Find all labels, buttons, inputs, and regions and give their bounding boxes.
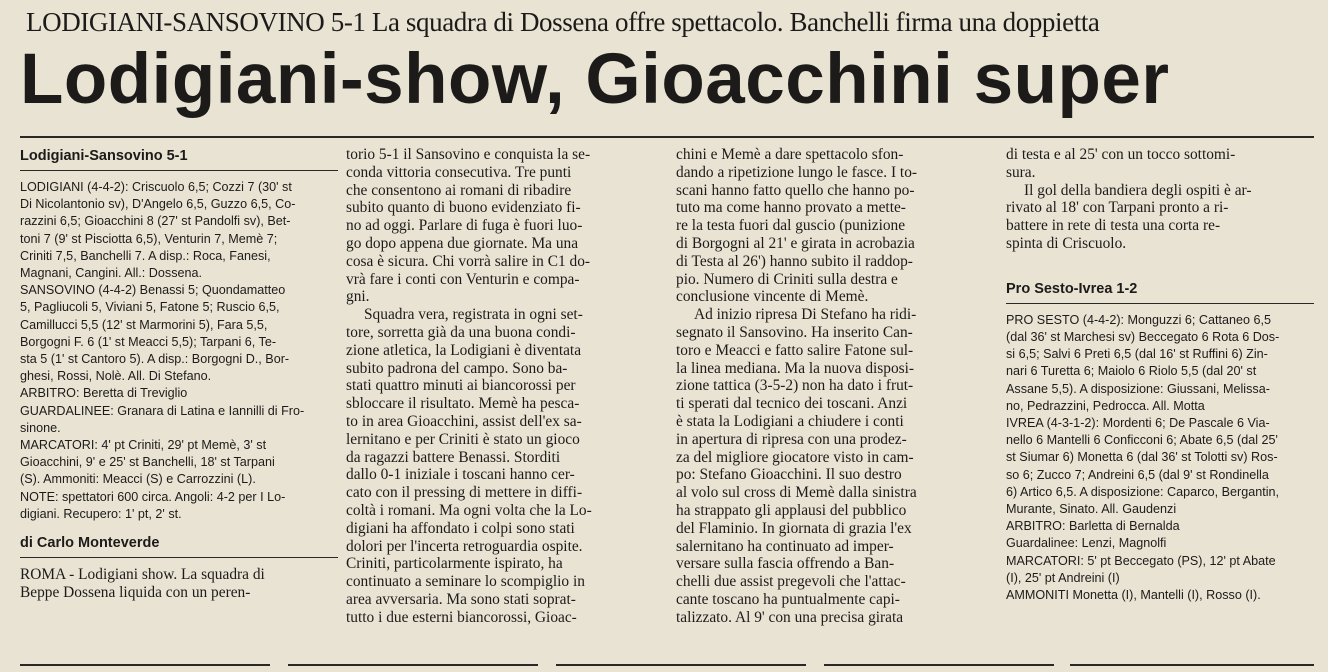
body-line: conclusione vincente di Memè.: [676, 288, 869, 306]
second-box-line: no, Pedrazzini, Pedrocca. All. Motta: [1006, 398, 1205, 413]
second-box-line: so 6; Zucco 7; Andreini 6,5 (dal 9' st Rondinella: [1006, 467, 1269, 482]
body-line: zione tattica (3-5-2) non ha dato i frut-: [676, 377, 914, 395]
body-line: ti sperati dal tecnico dei toscani. Anzi: [676, 395, 908, 413]
body-line: Criniti, particolarmente ispirato, ha: [346, 555, 563, 573]
column-4: [1006, 146, 1314, 636]
bottom-rule-1: [20, 664, 270, 666]
second-box-title: Pro Sesto-Ivrea 1-2: [1006, 279, 1314, 304]
match-box-title: Lodigiani-Sansovino 5-1: [20, 146, 338, 171]
match-box-line: Criniti 7,5, Banchelli 7. A disp.: Roca, Fanesi,: [20, 248, 271, 263]
body-line: torio 5-1 il Sansovino e conquista la se-: [346, 146, 591, 163]
body-line: segnato il Sansovino. Ha inserito Can-: [676, 323, 913, 341]
match-box-line: digiani. Recupero: 1' pt, 2' st.: [20, 506, 182, 521]
second-box-line: ARBITRO: Barletta di Bernalda: [1006, 519, 1180, 534]
body-line: versare sulla fascia offrendo a Ban-: [676, 555, 895, 573]
body-line: tuto ma come hanno provato a mette-: [676, 199, 906, 217]
body-line: cato con il pressing di mettere in diffi-: [346, 484, 583, 502]
body-line: no ad oggi. Parlare di fuga è fuori luo-: [346, 217, 583, 235]
second-box-line: IVREA (4-3-1-2): Mordenti 6; De Pascale 6 Via-: [1006, 416, 1270, 430]
body-line: za del migliore giocatore visto in cam-: [676, 448, 914, 466]
second-box: [1006, 312, 1314, 604]
body-line: cante toscano ha puntualmente capi-: [676, 590, 900, 608]
second-box-line: nello 6 Mantelli 6 Conficconi 6; Abate 6,5 (dal 25': [1006, 433, 1278, 448]
second-box-line: 6) Artico 6,5. A disposizione: Caparco, Bergantin,: [1006, 484, 1280, 499]
body-line: sbloccare il risultato. Memè ha pesca-: [346, 395, 580, 413]
match-box-line: ARBITRO: Beretta di Treviglio: [20, 386, 188, 401]
match-box-line: 5, Pagliucoli 5, Viviani 5, Fatone 5; Ruscio 6,5,: [20, 300, 280, 315]
column-2-body: [346, 146, 666, 636]
body-line: dallo 0-1 iniziale i toscani hanno cer-: [346, 466, 575, 484]
second-box-line: nari 6 Turetta 6; Maiolo 6 Riolo 5,5 (dal 20' st: [1006, 364, 1257, 379]
body-line: che consentono ai romani di ribadire: [346, 181, 572, 199]
match-box-line: ghesi, Rossi, Nolè. All. Di Stefano.: [20, 369, 212, 384]
bottom-rule-2: [288, 664, 538, 666]
body-line: talizzato. Al 9' con una precisa girata: [676, 608, 904, 626]
body-line: pio. Numero di Criniti sulla destra e: [676, 270, 898, 288]
match-box-line: MARCATORI: 4' pt Criniti, 29' pt Memè, 3' st: [20, 438, 267, 453]
body-line: al volo sul cross di Memè dalla sinistra: [676, 484, 917, 502]
headline: Lodigiani-show, Gioacchini super: [20, 40, 1170, 119]
match-box-line: Gioacchini, 9' e 25' st Banchelli, 18' st Tarpani: [20, 455, 275, 470]
match-box-line: (S). Ammoniti: Meacci (S) e Carrozzini (L).: [20, 472, 256, 487]
match-box-line: razzini 6,5; Gioacchini 8 (27' st Pandolfi sv), Bet-: [20, 214, 291, 229]
match-box-line: Camillucci 5,5 (12' st Marmorini 5), Fara 5,5,: [20, 317, 268, 332]
body-line: tore, sorretta già da una buona condi-: [346, 323, 576, 341]
column-4-body: [1006, 146, 1314, 253]
body-line: toro e Meacci e fatto salire Fatone sul-: [676, 341, 914, 359]
body-line: da ragazzi battere Benassi. Storditi: [346, 448, 561, 466]
match-box-line: Magnani, Cangini. All.: Dossena.: [20, 266, 203, 281]
body-line: stati quattro minuti ai biancorossi per: [346, 377, 576, 395]
body-line: cosa è sicura. Chi vorrà salire in C1 do-: [346, 252, 591, 270]
body-line: conda vittoria consecutiva. Tre punti: [346, 163, 572, 181]
body-line: area avversaria. Ma sono stati soprat-: [346, 590, 576, 608]
second-box-line: MARCATORI: 5' pt Beccegato (PS), 12' pt Abate: [1006, 553, 1276, 568]
body-line: zione atletica, la Lodigiani è diventata: [346, 341, 582, 359]
match-box-line: Di Nicolantonio sv), D'Angelo 6,5, Guzzo 6,5, Co-: [20, 197, 296, 212]
body-line: subito quanto di buono evidenziato fi-: [346, 199, 581, 217]
body-line: continuato a seminare lo scompiglio in: [346, 573, 585, 591]
body-line: sura.: [1006, 163, 1036, 181]
body-line: Squadra vera, registrata in ogni set-: [364, 306, 583, 324]
column-1-body: [20, 566, 338, 602]
body-line: battere in rete di testa una corta re-: [1006, 217, 1221, 235]
byline: di Carlo Monteverde: [20, 533, 338, 558]
body-line: vrà fare i conti con Venturin e compa-: [346, 270, 580, 288]
body-line: in apertura di ripresa con una prodez-: [676, 430, 907, 448]
match-box-line: toni 7 (9' st Pisciotta 6,5), Venturin 7, Memè 7;: [20, 231, 278, 246]
body-line: ROMA - Lodigiani show. La squadra di: [20, 566, 265, 584]
body-line: chini e Memè a dare spettacolo sfon-: [676, 146, 904, 163]
match-box-line: Borgogni F. 6 (1' st Meacci 5,5); Tarpani 6, Te-: [20, 334, 277, 349]
column-3-body: [676, 146, 996, 636]
body-line: Il gol della bandiera degli ospiti è ar-: [1024, 181, 1252, 199]
body-line: re la testa fuori dal guscio (punizione: [676, 217, 906, 235]
body-line: scani hanno fatto quello che hanno po-: [676, 181, 915, 199]
body-line: gni.: [346, 288, 370, 306]
body-line: Beppe Dossena liquida con un peren-: [20, 583, 251, 601]
second-box-line: Assane 5,5). A disposizione: Giussani, Melissa-: [1006, 381, 1270, 396]
bottom-rule-5: [1070, 664, 1314, 666]
body-line: salernitano ha continuato ad imper-: [676, 537, 894, 555]
second-box-line: (dal 36' st Marchesi sv) Beccegato 6 Rota 6 Dos-: [1006, 329, 1280, 344]
body-line: rivato al 18' con Tarpani pronto a ri-: [1006, 199, 1229, 217]
body-line: subito padrona del campo. Sono ba-: [346, 359, 568, 377]
body-line: del Flaminio. In giornata di grazia l'ex: [676, 519, 912, 537]
match-box-line: sta 5 (1' st Cantoro 5). A disp.: Borgogni D., Bor-: [20, 352, 290, 367]
bottom-rule-4: [824, 664, 1054, 666]
match-box: [20, 179, 338, 523]
match-box-line: SANSOVINO (4-4-2) Benassi 5; Quondamatteo: [20, 283, 286, 298]
bottom-rule-3: [556, 664, 806, 666]
second-box-line: Guardalinee: Lenzi, Magnolfi: [1006, 536, 1167, 551]
body-line: di Testa al 26') hanno subito il raddop-: [676, 252, 913, 270]
body-line: to in area Gioacchini, assist dell'ex sa-: [346, 412, 582, 430]
body-line: lernitano e per Criniti è stato un gioco: [346, 430, 580, 448]
body-line: coltà i romani. Ma ogni volta che la Lo-: [346, 501, 592, 519]
kicker-line: LODIGIANI-SANSOVINO 5-1 La squadra di Dossena offre spettacolo. Banchelli firma una doppietta: [26, 7, 1100, 37]
body-line: spinta di Criscuolo.: [1006, 234, 1127, 252]
second-box-line: PRO SESTO (4-4-2): Monguzzi 6; Cattaneo 6,5: [1006, 312, 1272, 327]
body-line: dolori per l'incerta retroguardia ospite.: [346, 537, 583, 555]
match-box-line: LODIGIANI (4-4-2): Criscuolo 6,5; Cozzi 7 (30' st: [20, 180, 292, 194]
match-box-line: sinone.: [20, 420, 61, 435]
body-line: ha strappato gli applausi del pubblico: [676, 501, 907, 519]
body-line: di Borgogni al 21' e girata in acrobazia: [676, 234, 915, 252]
body-line: chelli due assist pregevoli che l'attac-: [676, 573, 906, 591]
body-line: di testa e al 25' con un tocco sottomi-: [1006, 146, 1236, 163]
body-line: dando a ripetizione lungo le fasce. I to-: [676, 163, 918, 181]
body-line: go dopo appena due giornate. Ma una: [346, 234, 579, 252]
body-line: tutto i due esterni biancorossi, Gioac-: [346, 608, 577, 626]
body-line: è stata la Lodigiani a chiudere i conti: [676, 412, 904, 430]
body-line: Ad inizio ripresa Di Stefano ha ridi-: [694, 306, 917, 324]
match-box-line: NOTE: spettatori 600 circa. Angoli: 4-2 per I Lo-: [20, 489, 286, 504]
body-line: digiani ha affondato i colpi sono stati: [346, 519, 575, 537]
match-box-line: GUARDALINEE: Granara di Latina e Iannilli di Fro-: [20, 403, 305, 418]
second-box-line: st Siumar 6) Monetta 6 (dal 36' st Tolotti sv) Ros-: [1006, 450, 1278, 465]
second-box-line: (I), 25' pt Andreini (I): [1006, 570, 1120, 585]
second-box-line: Murante, Sinato. All. Gaudenzi: [1006, 502, 1177, 517]
body-line: po: Stefano Gioacchini. Il suo destro: [676, 466, 902, 484]
column-1: [20, 146, 338, 636]
second-box-line: si 6,5; Salvi 6 Preti 6,5 (dal 16' st Ruffini 6) Zin-: [1006, 347, 1268, 362]
body-line: la linea mediana. Ma la nuova disposi-: [676, 359, 915, 377]
headline-rule: [20, 136, 1314, 138]
second-box-line: AMMONITI Monetta (I), Mantelli (I), Rosso (I).: [1006, 588, 1261, 603]
